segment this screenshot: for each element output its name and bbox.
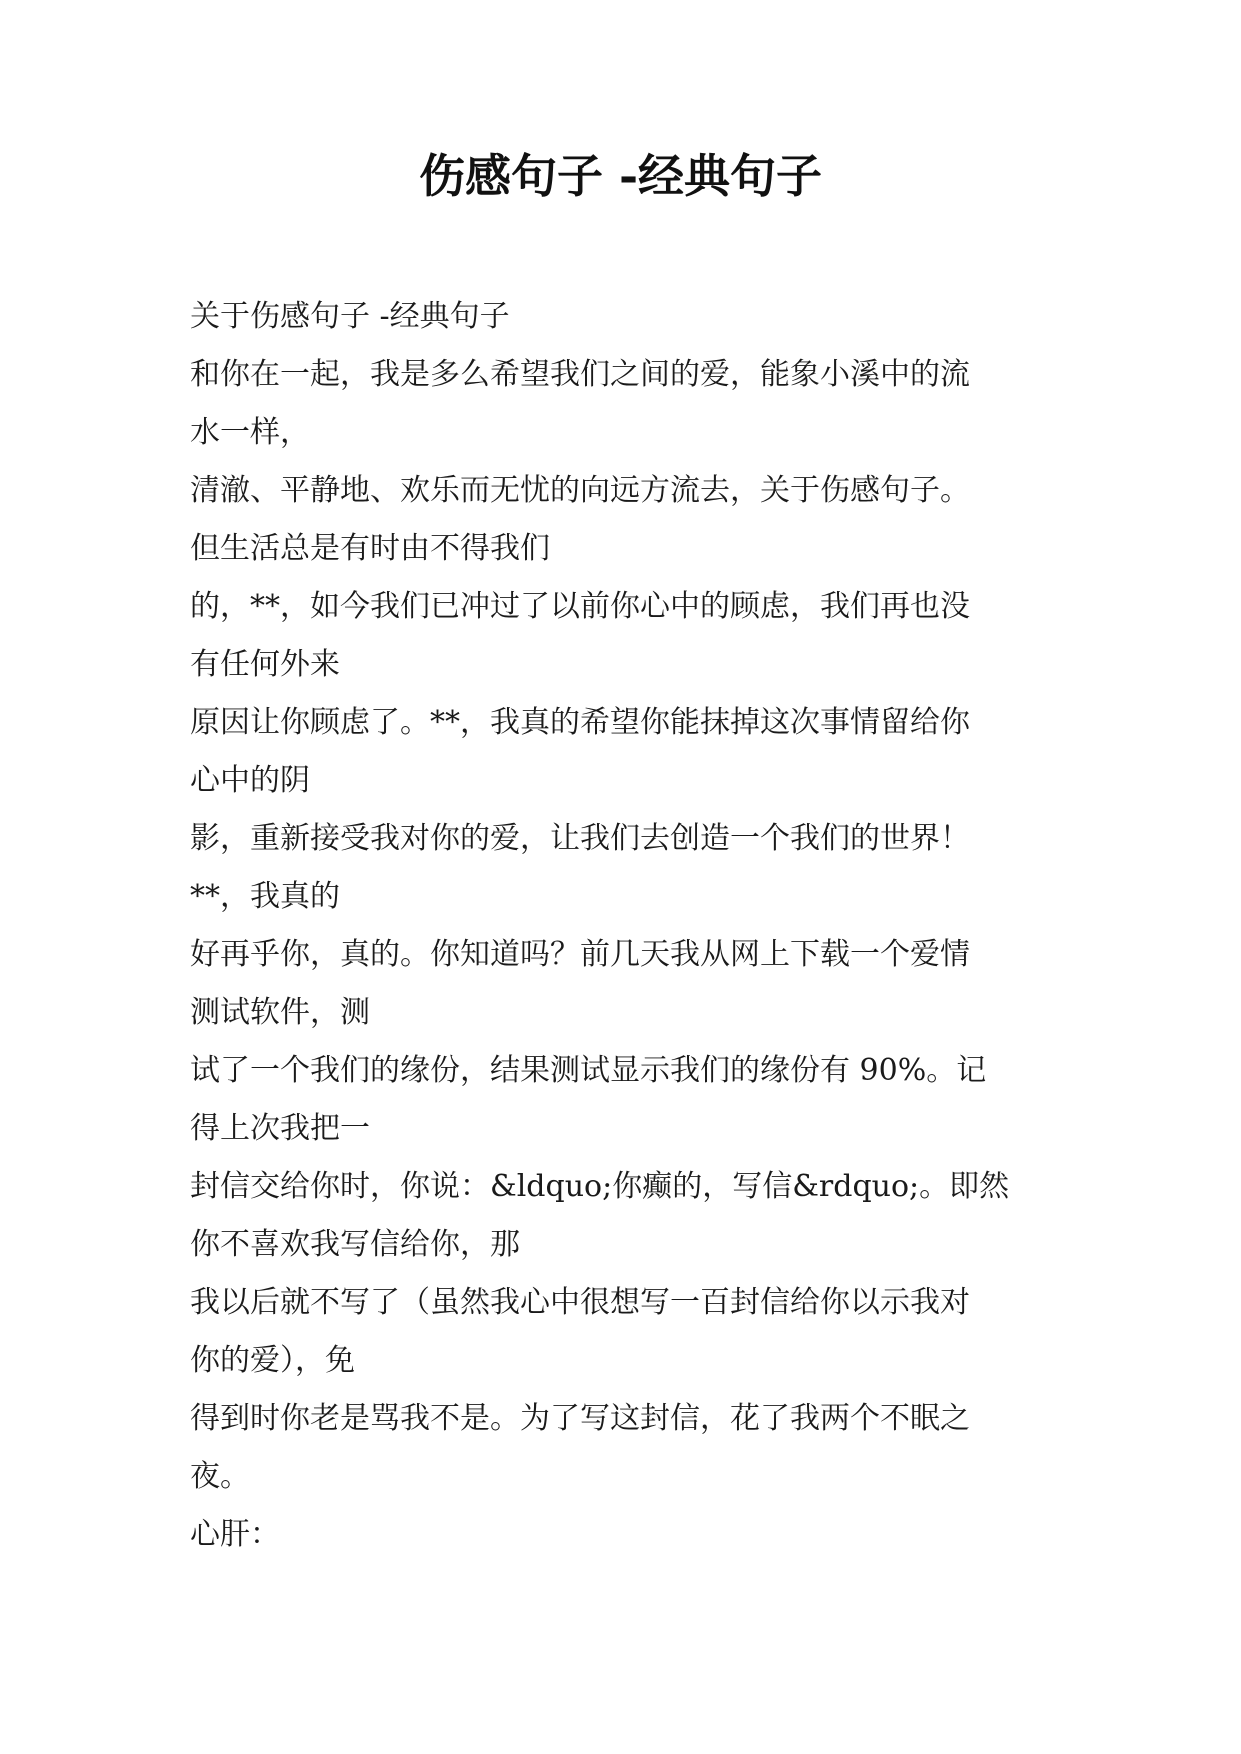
body-line: 清澈、平静地、欢乐而无忧的向远方流去，关于伤感句子。 [190,473,970,508]
body-line: 关于伤感句子 -经典句子 [190,299,510,334]
body-line: 的，**，如今我们已冲过了以前你心中的顾虑，我们再也没 [190,589,970,624]
document-title: 伤感句子 -经典句子 [418,149,823,203]
body-line: 原因让你顾虑了。**，我真的希望你能抹掉这次事情留给你 [190,705,970,740]
body-line: 有任何外来 [190,647,340,682]
body-line: 测试软件，测 [190,995,370,1030]
body-line: 你的爱），免 [190,1343,355,1378]
body-line: 我以后就不写了（虽然我心中很想写一百封信给你以示我对 [190,1285,970,1320]
body-line: 水一样， [190,415,310,450]
body-line: **，我真的 [190,879,340,914]
body-line: 和你在一起，我是多么希望我们之间的爱，能象小溪中的流 [190,357,970,392]
body-line: 影，重新接受我对你的爱，让我们去创造一个我们的世界！ [190,821,970,856]
body-line: 试了一个我们的缘份，结果测试显示我们的缘份有 90%。记 [190,1053,987,1088]
document-body [190,288,1070,1564]
body-line: 好再乎你，真的。你知道吗？前几天我从网上下载一个爱情 [190,937,970,972]
body-line: 封信交给你时，你说：&ldquo;你癫的，写信&rdquo;。即然 [190,1169,1010,1204]
body-line: 心肝： [190,1517,280,1552]
body-line: 你不喜欢我写信给你，那 [190,1227,520,1262]
body-line: 但生活总是有时由不得我们 [190,531,550,566]
body-line: 得上次我把一 [190,1111,370,1146]
body-line: 得到时你老是骂我不是。为了写这封信，花了我两个不眠之 [190,1401,970,1436]
body-line: 夜。 [190,1459,250,1494]
body-line: 心中的阴 [190,763,310,798]
